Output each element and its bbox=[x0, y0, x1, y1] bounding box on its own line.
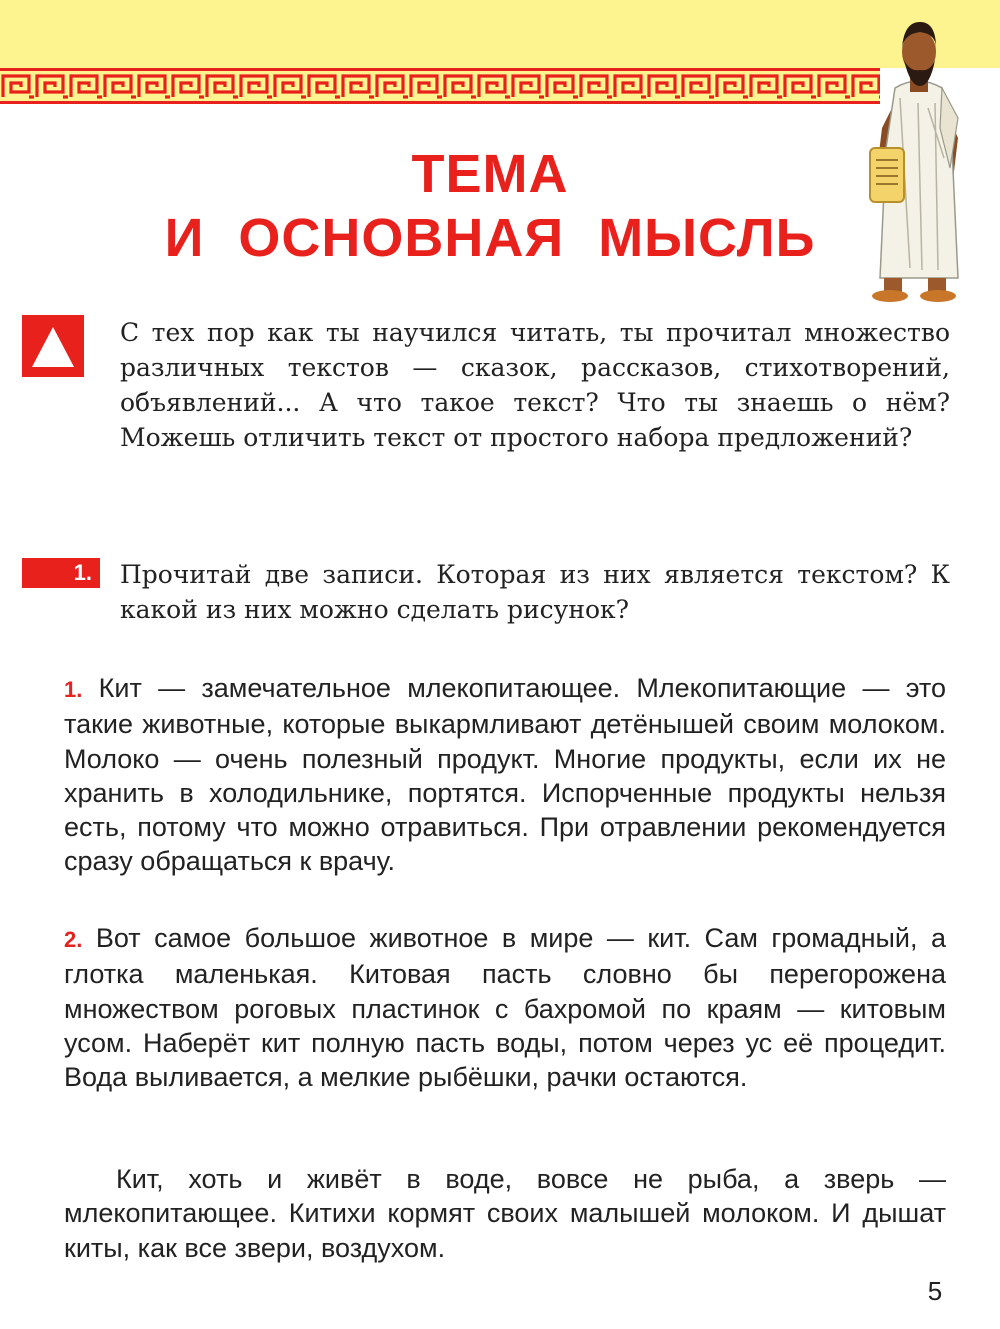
record-2 bbox=[64, 921, 946, 1094]
title-line-1: ТЕМА bbox=[411, 144, 569, 204]
task-number-badge: 1. bbox=[22, 558, 100, 588]
warning-triangle-badge bbox=[22, 315, 84, 377]
title-line-2: И ОСНОВНАЯ МЫСЛЬ bbox=[164, 208, 816, 268]
greek-philosopher-with-scroll-icon bbox=[840, 8, 990, 308]
page-title bbox=[150, 142, 830, 270]
warning-triangle-icon bbox=[22, 315, 84, 377]
record-1-text: Кит — замечательное млекопитающее. Млекопитающие — это такие животные, которые выкармливают детёнышей своим молоком. Молоко — очень полезный продукт. Многие продукты, если их не хранить в холодильнике, портятся. Испорченные продукты нельзя есть, потому что можно отравиться. При отравлении рекомендуется сразу обращаться к врачу. bbox=[64, 673, 946, 877]
task-instruction: Прочитай две записи. Которая из них является текстом? К какой из них можно сделать рисунок? bbox=[120, 560, 950, 624]
greek-meander-border bbox=[0, 68, 880, 104]
record-1 bbox=[64, 671, 946, 879]
record-1-number: 1. bbox=[64, 677, 83, 702]
record-2-number: 2. bbox=[64, 927, 83, 952]
page-number: 5 bbox=[927, 1276, 943, 1306]
record-2-text: Вот самое большое животное в мире — кит. Сам громадный, а глотка маленькая. Китовая пасть словно бы перегорожена множеством роговых пластинок с бахромой по краям — китовым усом. Наберёт кит полную пасть воды, потом через ус её процедит. Вода выливается, а мелкие рыбёшки, рачки остаются. bbox=[64, 923, 946, 1093]
greek-philosopher-figure bbox=[840, 8, 990, 308]
intro-paragraph: С тех пор как ты научился читать, ты прочитал множество различных текстов — сказок, рассказов, стихотворений, объявлений... А что такое текст? Что ты знаешь о нём? Можешь отличить текст от простого набора предложений? bbox=[120, 318, 950, 452]
record-2-continuation-text: Кит, хоть и живёт в воде, вовсе не рыба, а зверь — млекопитающее. Китихи кормят своих малышей молоком. И дышат киты, как все звери, воздухом. bbox=[64, 1164, 946, 1263]
meander-pattern-icon bbox=[0, 71, 880, 101]
record-2-continuation bbox=[64, 1162, 946, 1265]
